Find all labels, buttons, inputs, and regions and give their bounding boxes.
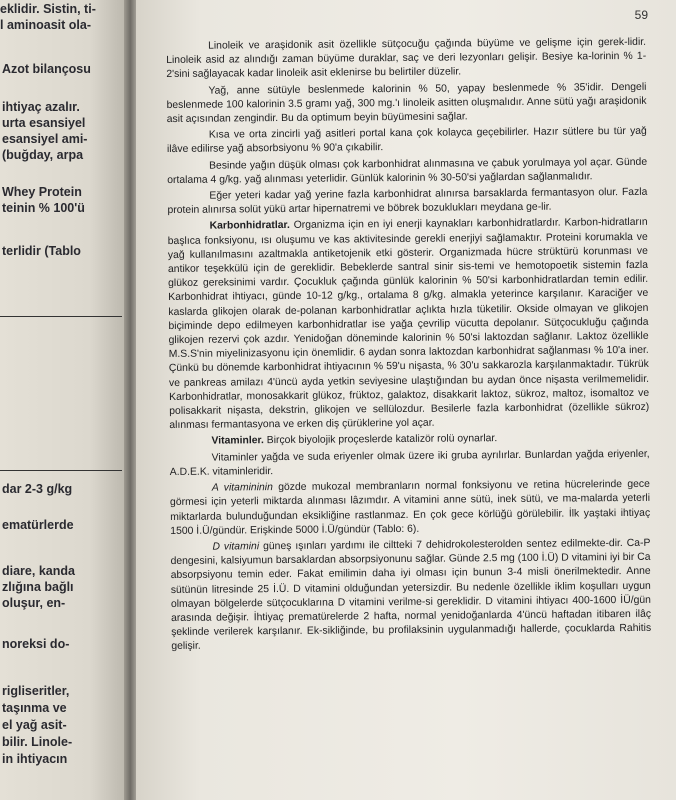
paragraph-vitamins: [169, 431, 649, 449]
left-fragment: rigliseritler,: [2, 684, 70, 698]
paragraph-text: güneş ışınları yardımı ile ciltteki 7 dehidrokolesterolden sentez edilmekte-dir. Ca-P dengesini, kalsiyumun barsaklardan absorpsiyonunu sağlar. Günde 2.5 mg (100 İ.Ü) D vitamini iyi bir Ca absorpsiyonu temin eder. Fakat emilimin daha iyi olması için bunun 3-4 misli önerilmektedir. Anne sütünün litresinde 25 İ.Ü. D vitamini olduğundan yetersizdir. Bu nedenle özellikle iklim koşulları uygun olmayan bölgelerde sütçocuklarına D vitamini verilme-si gereklidir. D vitamini ihtiyacı 400-1600 İÜ/gün arasında değişir. İhtiyaç prematürelerde 2 hafta, normal yenidoğanlarda 4'üncü haftadan itibaren ilâç şeklinde verilerek karşılanır. Ek-sikliğinde, bu profilaksinin uygulanmadığı hallerde, çocuklarda Rahitis gelişir.: [170, 537, 652, 653]
section-heading: Vitaminler.: [211, 435, 264, 448]
left-fragment: esansiyel ami-: [2, 132, 88, 146]
paragraph-vitamin-d: [170, 537, 651, 655]
left-fragment: bilir. Linole-: [2, 735, 73, 749]
left-fragment: terlidir (Tablo: [2, 244, 81, 258]
paragraph-text: Organizma için en iyi enerji kaynakları karbonhidratlardır. Karbon-hidratların başlıca fonksiyonu, ısı oluşumu ve kas aktivitesinde gerekli enerjiyi sağlamaktır. Proteini korumakla ve yağ kullanılmasını azaltmakla antiketojenik etki gösterir. Organizmada hücre strüktürü korunması ve antikor teşekkülü için de gereklidir. Bebeklerde santral sinir sis-temi ve hemotopoetik sistemin fazla glükoz gereksinimi vardır. Çocukluk çağında günlük kalorinin % 50'si karbonhidratlardan temin edilir. Karbonhidrat ihtiyacı, günde 10-12 g/kg., ortalama 8 g/kg. almakla yeterince karşılanır. Karaciğer ve kaslarda glikojen olarak de-polanan karbonhidratlar açlıkta hızla tüketilir. Okside olmayan ve glikojen biçiminde depo edilmeyen karbonhidratlar ise yağa çevrilip vücutta depolanır. Sütçocukluğu çağında glikojen rezervi çok azdır. Yenidoğan döneminde kalorinin % 50'si laktozdan sağlanır. Laktoz özellikle M.S.S'nin miyelinizasyonu için önemlidir. 6 aydan sonra laktozdan karbonhidrat sağlanması % 10'a iner. Çünkü bu dönemde karbonhidrat ihtiyacının % 59'u nişasta, % 30'u sakkarozla karşılanmaktadır. Tükrük ve pankreas amilazı 4'üncü ayda yetkin seviyesine ulaştığından bu aydan önce nişasta verilmemelidir. Karbonhidratlar, monosakkarit glükoz, früktoz, galaktoz, disakkarit laktoz, sükroz, maltoz, isomaltoz ve polisakkarit nişasta, dekstrin, glikojen ve sellülozdur. Besilerle fazla karbonhidrat (özellikle sükroz) alınması fermantasyona ve erken diş çürüklerine yol açar.: [167, 217, 650, 432]
left-fragment: Whey Protein: [2, 185, 82, 199]
paragraph: Linoleik ve araşidonik asit özellikle sütçocuğu çağında büyüme ve gelişme için gerek-lidir. Linoleik asid az alındığı zaman büyüme duraklar, saç ve deri lezyonları gelişir. Besiye ka-lorinin % 1-2'sini sağlayacak kadar linoleik asit eklenirse bu belirtiler düzelir.: [166, 36, 647, 81]
left-fragment: teinin % 100'ü: [2, 201, 85, 215]
paragraph-text: Birçok biyolojik proçeslerde katalizör rolü oynarlar.: [266, 433, 498, 447]
page-number: 59: [634, 8, 648, 22]
left-fragment: dar 2-3 g/kg: [2, 482, 73, 496]
paragraph-carbohydrates: [168, 216, 650, 433]
left-fragment: diare, kanda: [2, 564, 75, 578]
paragraph: Kısa ve orta zincirli yağ asitleri portal kana çok kolayca geçebilirler. Hazır sütlere bu tür yağ ilâve edilirse yağ absorbsiyonu % 90'a çıkabilir.: [166, 126, 647, 156]
paragraph: Eğer yeteri kadar yağ yerine fazla karbonhidrat alınırsa barsaklarda fermantasyon olur. Fazla protein alınırsa solüt yükü artar hipernatremi ve böbrek bozuklukları meydana ge-lir.: [167, 186, 648, 217]
left-fragment: (buğday, arpa: [2, 148, 84, 162]
italic-term: A vitamininin: [211, 482, 273, 494]
left-fragment: ihtiyaç azalır.: [2, 100, 80, 114]
paragraph: Besinde yağın düşük olması çok karbonhidrat alınmasına ve çabuk yorulmaya yol açar. Günde ortalama 4 g/kg. yağ alınması yeterlidir. Günlük kalorinin % 30-50'si yağlardan sağlanmalıdır.: [167, 156, 648, 186]
left-fragment: taşınma ve: [2, 701, 67, 715]
left-fragment: noreksi do-: [2, 637, 70, 651]
italic-term: D vitamini: [212, 541, 260, 553]
paragraph-text: gözde mukozal membranların normal fonksiyonu ve retina hücrelerinde gece görmesi için yeterli miktarda alınması lâzımdır. A vitamini anne sütü, inek sütü, ve ma-malarda yeterli miktarlarda bulunduğundan eksikliğine rastlanmaz. En çok gece körlüğü görülebilir. İlk yaştaki ihtiyaç 1500 İ.Ü/gündür. Erişkinde 5000 İ.Ü/gündür (Tablo: 6).: [169, 478, 651, 537]
left-fragment: in ihtiyacın: [2, 752, 68, 766]
left-fragment: ematürlerde: [2, 518, 74, 532]
right-page: [136, 0, 676, 800]
left-fragment: urta esansiyel: [2, 116, 86, 130]
left-page: [0, 0, 128, 800]
left-divider: [0, 470, 122, 471]
left-fragment: eklidir. Sistin, ti-: [0, 2, 96, 16]
paragraph: Vitaminler yağda ve suda eriyenler olmak üzere iki gruba ayrılırlar. Bunlardan yağda eriyenler, A.D.E.K. vitaminleridir.: [169, 448, 650, 478]
left-fragment: el yağ asit-: [2, 718, 67, 732]
left-fragment: Azot bilançosu: [2, 62, 91, 76]
left-divider: [0, 316, 122, 317]
page-body: [166, 36, 651, 657]
left-fragment: oluşur, en-: [2, 596, 66, 610]
section-heading: Karbonhidratlar.: [209, 220, 290, 233]
left-fragment: l aminoasit ola-: [0, 18, 91, 32]
paragraph: Yağ, anne sütüyle beslenmede kalorinin % 50, yapay beslenmede % 35'idir. Dengeli beslenmede 100 kalorinin 3.5 gramı yağ, 300 mg.'ı linoleik asitten oluşmalıdır. Anne sütü yağı araşidonik asit açısından zengindir. Bu da optimum beyin büyümesini sağlar.: [166, 81, 647, 126]
paragraph-vitamin-a: [170, 478, 650, 539]
left-fragment: zlığına bağlı: [2, 580, 74, 594]
